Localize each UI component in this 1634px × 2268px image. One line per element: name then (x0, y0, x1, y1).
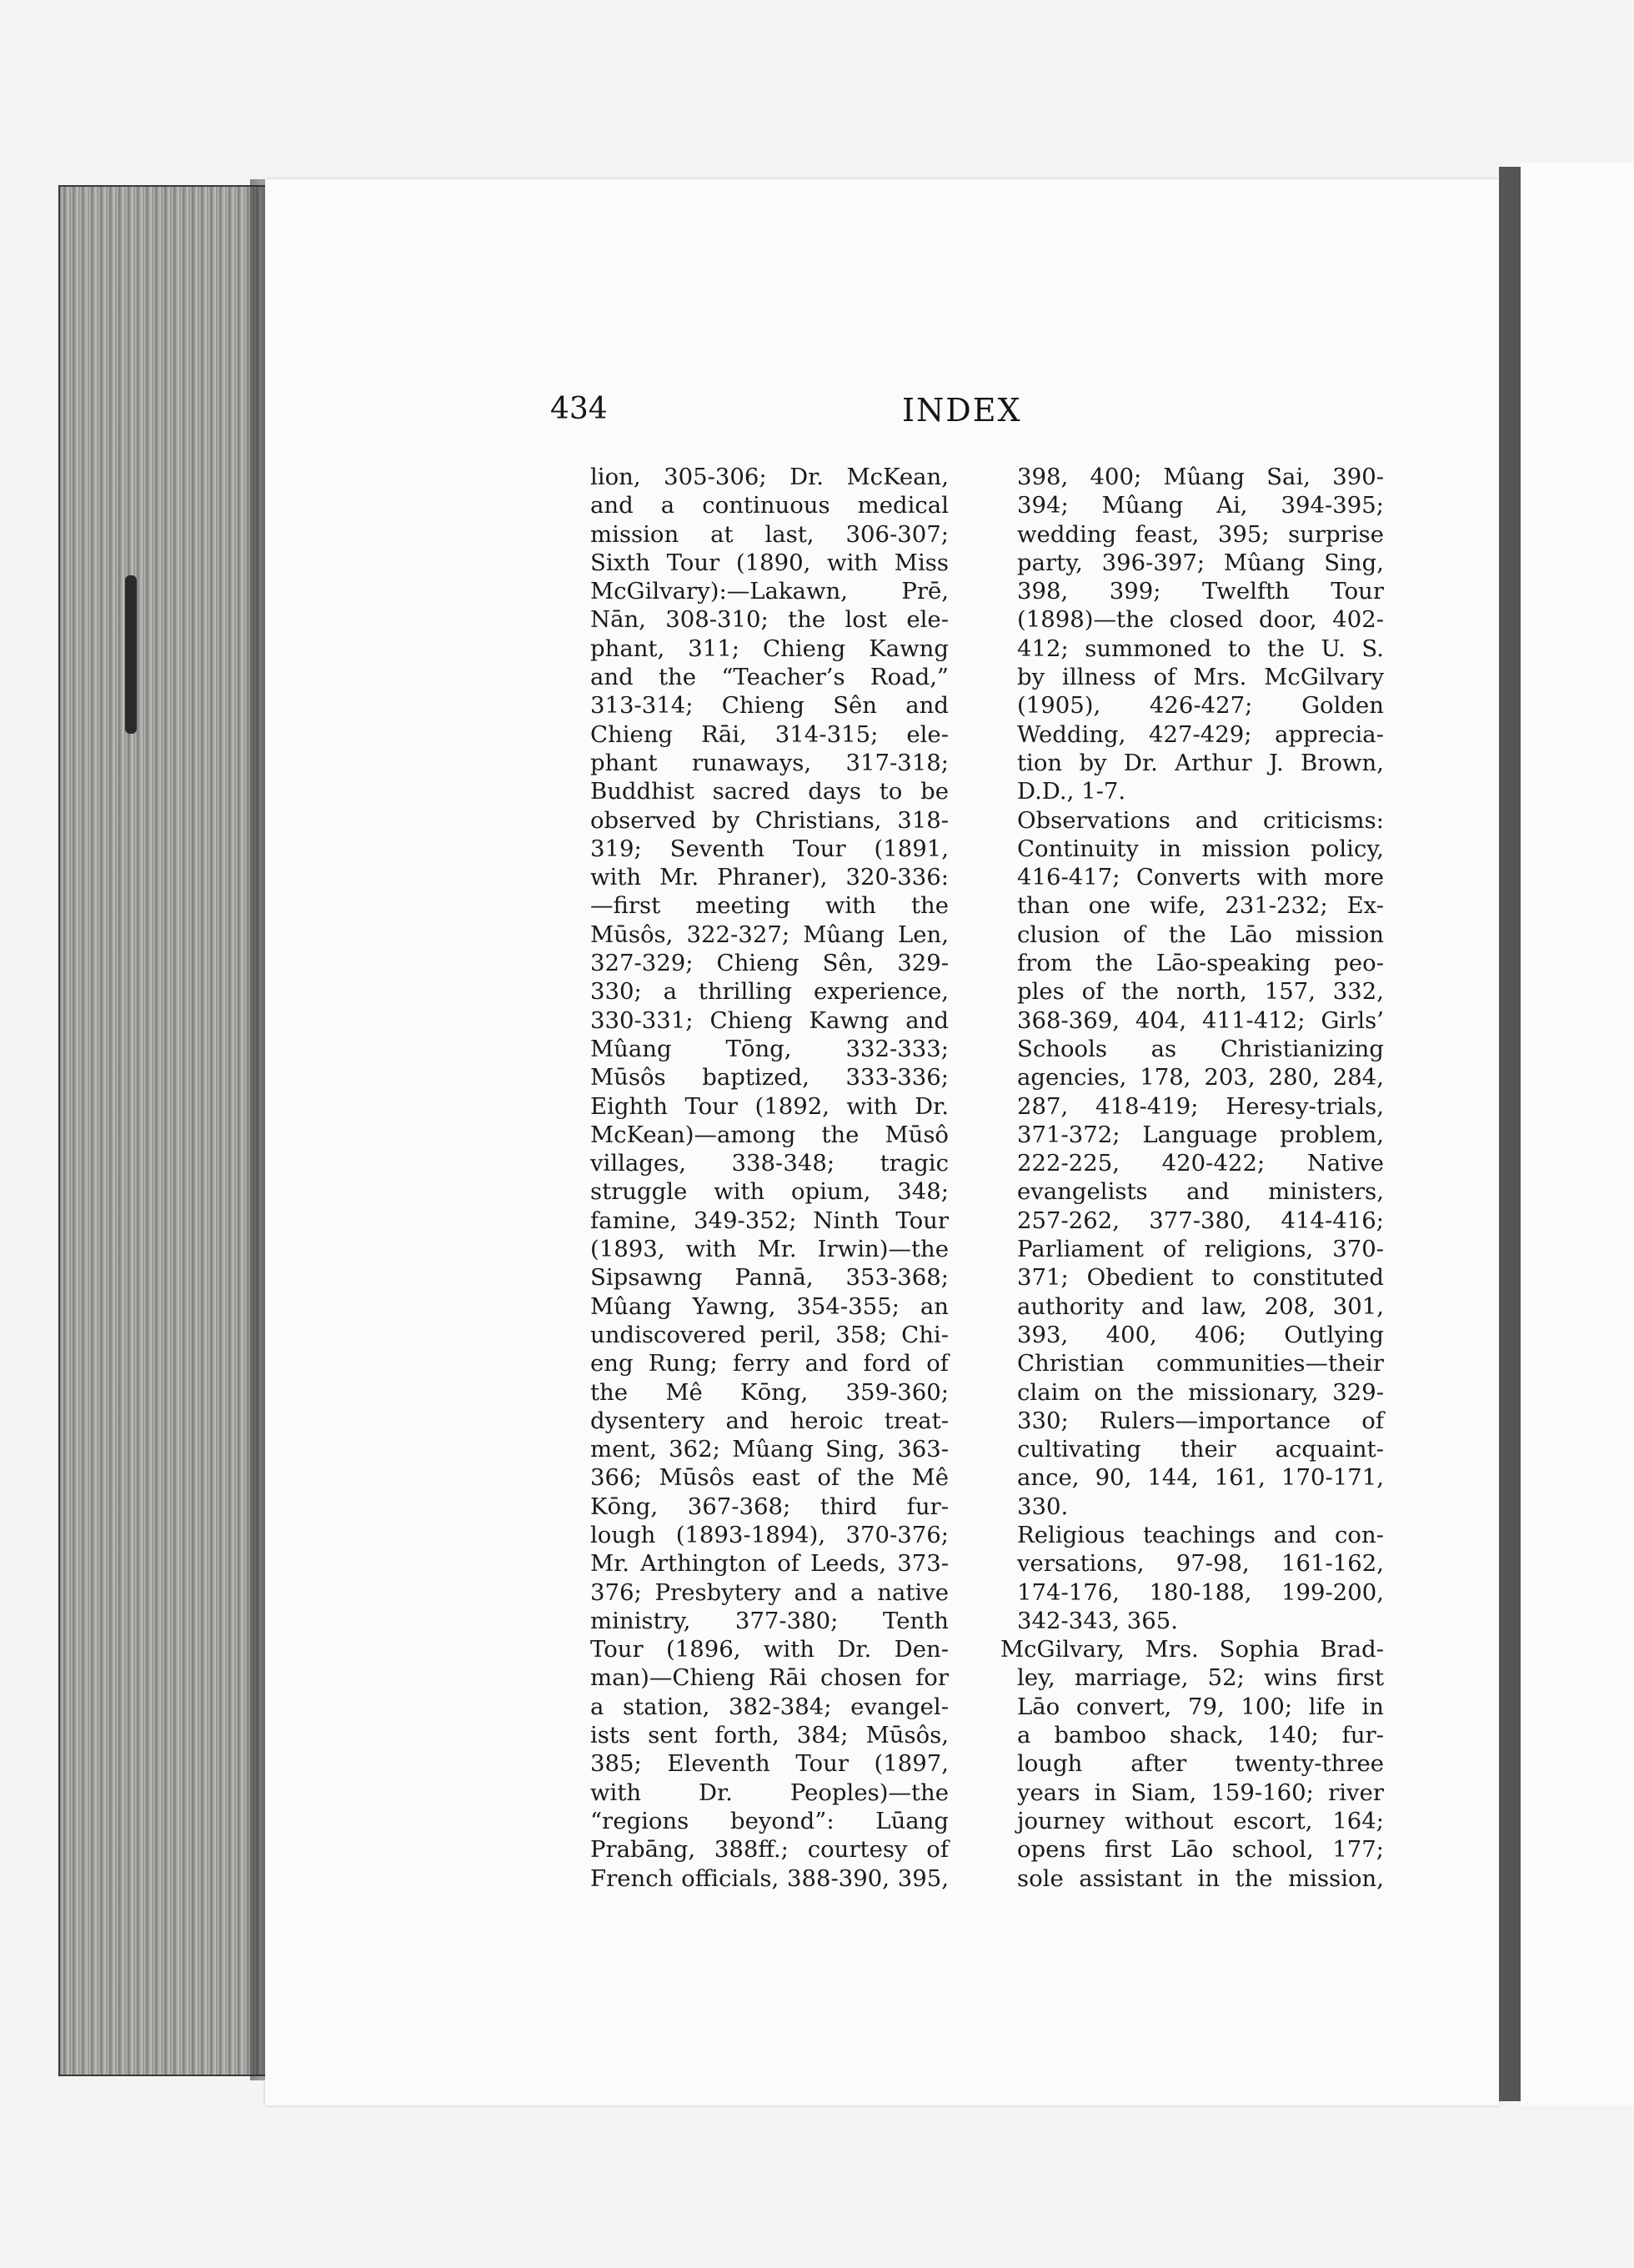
index-line: clusion of the Lāo mission (1017, 921, 1384, 948)
index-line: ples of the north, 157, 332, (1017, 978, 1384, 1006)
index-line: 330. (1017, 1493, 1069, 1520)
index-line: ance, 90, 144, 161, 170-171, (1017, 1464, 1384, 1492)
index-line: Mūsôs, 322-327; Mûang Len, (590, 921, 949, 948)
index-line: “regions beyond”: Lūang (590, 1807, 949, 1834)
index-line: observed by Christians, 318- (590, 806, 949, 834)
index-line: tion by Dr. Arthur J. Brown, (1017, 749, 1384, 776)
facing-page (1521, 163, 1634, 2105)
index-line: 371-372; Language problem, (1017, 1121, 1384, 1148)
index-line: a station, 382-384; evangel- (590, 1693, 949, 1720)
index-line: 368-369, 404, 411-412; Girls’ (1017, 1006, 1384, 1034)
index-line: Chieng Rāi, 314-315; ele- (590, 720, 949, 748)
index-line: Observations and criticisms: (1017, 806, 1384, 834)
index-line: undiscovered peril, 358; Chi- (590, 1321, 949, 1348)
index-column-left (574, 463, 949, 1893)
index-line: 342-343, 365. (1017, 1607, 1178, 1634)
index-line: a bamboo shack, 140; fur- (1017, 1722, 1384, 1749)
index-line: phant runaways, 317-318; (590, 749, 949, 776)
index-line: Parliament of religions, 370- (1017, 1236, 1384, 1263)
index-line: villages, 338-348; tragic (590, 1150, 949, 1177)
page-gutter (1499, 167, 1521, 2101)
index-line: agencies, 178, 203, 280, 284, (1017, 1064, 1384, 1091)
index-line: man)—Chieng Rāi chosen for (590, 1664, 949, 1692)
index-line: 371; Obedient to constituted (1017, 1264, 1384, 1292)
index-line: with Mr. Phraner), 320-336: (590, 864, 949, 891)
index-line: Mūsôs baptized, 333-336; (590, 1064, 949, 1091)
index-line: 222-225, 420-422; Native (1017, 1150, 1384, 1177)
index-line: eng Rung; ferry and ford of (590, 1350, 949, 1377)
index-line: mission at last, 306-307; (590, 520, 949, 548)
running-head: INDEX (902, 392, 1022, 429)
index-line: McGilvary):—Lakawn, Prē, (590, 578, 949, 605)
index-line: claim on the missionary, 329- (1017, 1378, 1384, 1406)
index-line: ment, 362; Mûang Sing, 363- (590, 1436, 949, 1463)
index-line: Nān, 308-310; the lost ele- (590, 606, 949, 634)
index-line: D.D., 1-7. (1017, 778, 1126, 805)
index-line: Wedding, 427-429; apprecia- (1017, 720, 1384, 748)
index-line: 398, 400; Mûang Sai, 390- (1017, 464, 1384, 490)
index-line: 313-314; Chieng Sên and (590, 692, 949, 720)
index-line: Buddhist sacred days to be (590, 778, 949, 805)
index-line: 174-176, 180-188, 199-200, (1017, 1578, 1384, 1606)
index-line: ministry, 377-380; Tenth (590, 1607, 949, 1634)
index-line: lough after twenty-three (1017, 1750, 1384, 1778)
index-line: McKean)—among the Mūsô (590, 1121, 949, 1148)
index-line: ists sent forth, 384; Mūsôs, (590, 1722, 949, 1749)
index-line: Mr. Arthington of Leeds, 373- (590, 1550, 949, 1578)
index-line: journey without escort, 164; (1017, 1807, 1384, 1834)
index-line: lion, 305-306; Dr. McKean, (590, 464, 949, 490)
index-line: phant, 311; Chieng Kawng (590, 635, 949, 662)
index-line: years in Siam, 159-160; river (1017, 1779, 1384, 1806)
index-line: 327-329; Chieng Sên, 329- (590, 950, 949, 977)
index-line: with Dr. Peoples)—the (590, 1779, 949, 1806)
index-line: Prabāng, 388ff.; courtesy of (590, 1836, 949, 1864)
index-line: ley, marriage, 52; wins first (1017, 1664, 1384, 1692)
index-line: 330; a thrilling experience, (590, 978, 949, 1006)
index-line: Mûang Tōng, 332-333; (590, 1035, 949, 1062)
index-line: —first meeting with the (590, 892, 949, 920)
index-column-right (1000, 463, 1384, 1893)
index-line: French officials, 388-390, 395, (590, 1864, 949, 1892)
index-line: evangelists and ministers, (1017, 1178, 1384, 1206)
index-line: Christian communities—their (1017, 1350, 1384, 1377)
index-line: (1898)—the closed door, 402- (1017, 606, 1384, 634)
index-line: than one wife, 231-232; Ex- (1017, 892, 1384, 920)
index-line: Religious teachings and con- (1017, 1521, 1384, 1548)
index-line: sole assistant in the mission, (1017, 1864, 1384, 1892)
binding-mark (125, 575, 137, 734)
index-line: Sixth Tour (1890, with Miss (590, 549, 949, 576)
index-line: Sipsawng Pannā, 353-368; (590, 1264, 949, 1292)
index-line: 287, 418-419; Heresy-trials, (1017, 1092, 1384, 1120)
index-line: 394; Mûang Ai, 394-395; (1017, 492, 1384, 519)
page-number: 434 (550, 392, 608, 426)
index-line: Mûang Yawng, 354-355; an (590, 1292, 949, 1320)
index-line: by illness of Mrs. McGilvary (1017, 664, 1384, 691)
index-line: Kōng, 367-368; third fur- (590, 1493, 949, 1520)
index-line: lough (1893-1894), 370-376; (590, 1521, 949, 1548)
index-line: 398, 399; Twelfth Tour (1017, 578, 1384, 605)
index-line: 412; summoned to the U. S. (1017, 635, 1384, 662)
index-line: and the “Teacher’s Road,” (590, 664, 949, 691)
index-line: Continuity in mission policy, (1017, 835, 1384, 862)
index-line: wedding feast, 395; surprise (1017, 520, 1384, 548)
index-line: versations, 97-98, 161-162, (1017, 1550, 1384, 1578)
index-line: the Mê Kōng, 359-360; (590, 1378, 949, 1406)
index-line: (1893, with Mr. Irwin)—the (590, 1236, 949, 1263)
index-line: 366; Mūsôs east of the Mê (590, 1464, 949, 1492)
index-line: cultivating their acquaint- (1017, 1436, 1384, 1463)
index-line: 330; Rulers—importance of (1017, 1407, 1384, 1434)
index-line: Schools as Christianizing (1017, 1035, 1384, 1062)
index-line: 385; Eleventh Tour (1897, (590, 1750, 949, 1778)
index-line: 330-331; Chieng Kawng and (590, 1006, 949, 1034)
index-line: opens first Lāo school, 177; (1017, 1836, 1384, 1864)
index-line: Lāo convert, 79, 100; life in (1017, 1693, 1384, 1720)
index-line: famine, 349-352; Ninth Tour (590, 1207, 949, 1234)
index-line: (1905), 426-427; Golden (1017, 692, 1384, 720)
index-line: Tour (1896, with Dr. Den- (590, 1636, 949, 1663)
index-line: struggle with opium, 348; (590, 1178, 949, 1206)
index-line: dysentery and heroic treat- (590, 1407, 949, 1434)
index-line: party, 396-397; Mûang Sing, (1017, 549, 1384, 576)
index-line: and a continuous medical (590, 492, 949, 519)
index-line: Eighth Tour (1892, with Dr. (590, 1092, 949, 1120)
index-line: 416-417; Converts with more (1017, 864, 1384, 891)
index-line: authority and law, 208, 301, (1017, 1292, 1384, 1320)
index-line: 393, 400, 406; Outlying (1017, 1321, 1384, 1348)
index-line: 376; Presbytery and a native (590, 1578, 949, 1606)
index-line: 319; Seventh Tour (1891, (590, 835, 949, 862)
index-line: from the Lāo-speaking peo- (1017, 950, 1384, 977)
index-line: 257-262, 377-380, 414-416; (1017, 1207, 1384, 1234)
index-line: McGilvary, Mrs. Sophia Brad- (1000, 1636, 1384, 1663)
